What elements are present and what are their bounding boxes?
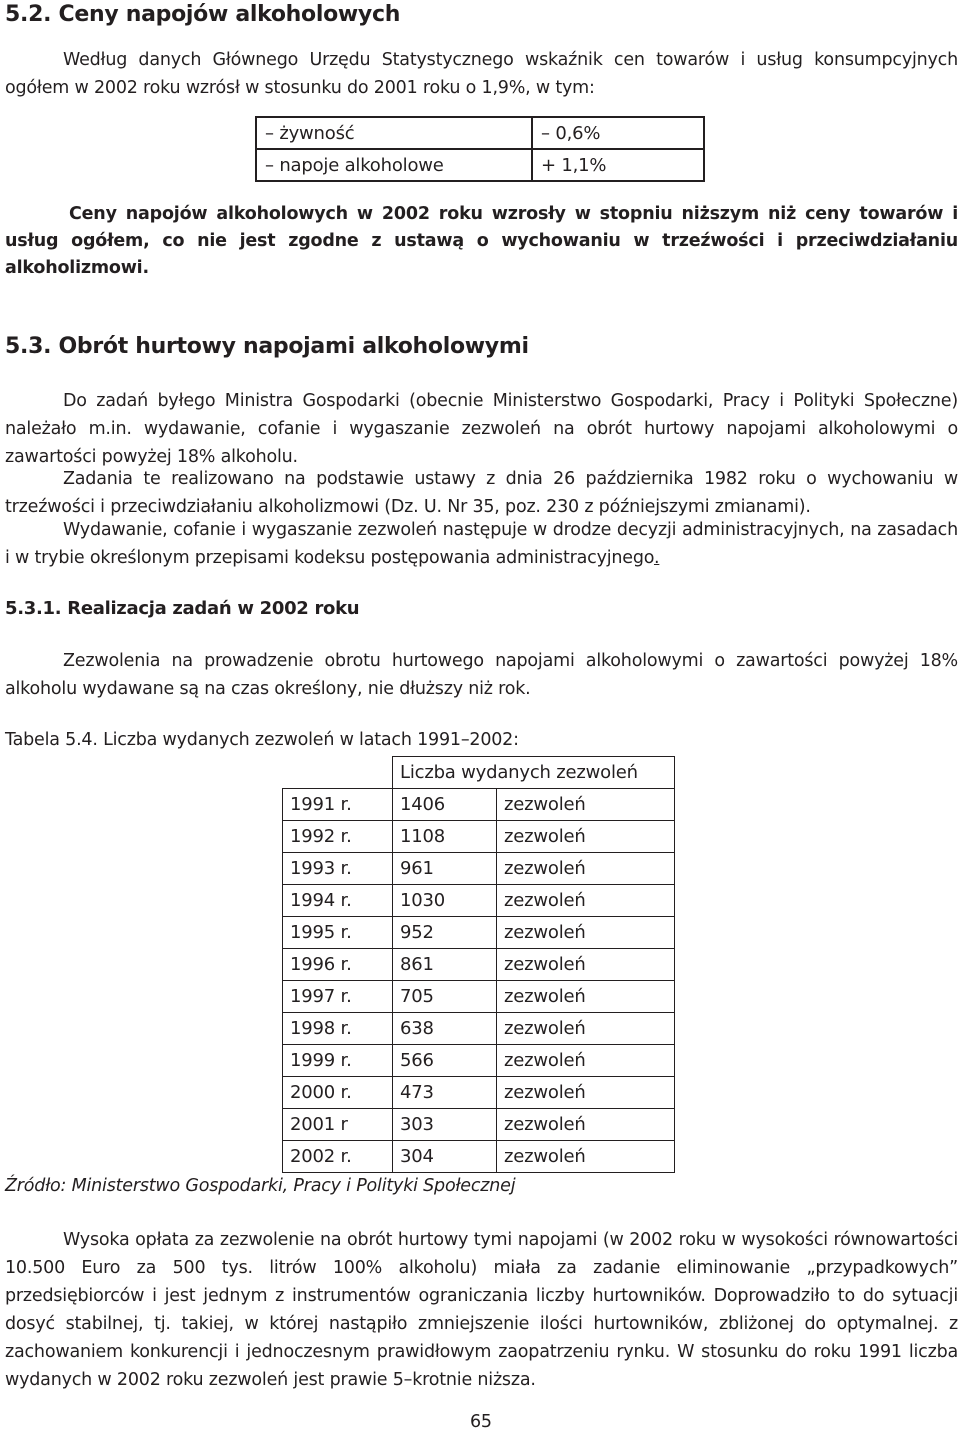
section-heading-5-3: 5.3. Obrót hurtowy napojami alkoholowymi — [5, 334, 529, 359]
year-cell: 1994 r. — [283, 885, 393, 917]
paragraph-text: Wydawanie, cofanie i wygaszanie zezwoleń następuje w drodze decyzji administracyjnych, na zasadach i w trybie określonym przepisami kodeksu postępowania administracyjnego — [5, 520, 958, 568]
unit-cell: zezwoleń — [497, 821, 675, 853]
count-cell: 961 — [393, 853, 497, 885]
year-cell: 1992 r. — [283, 821, 393, 853]
rate-row — [256, 117, 704, 149]
table-source: Źródło: Ministerstwo Gospodarki, Pracy i Polityki Społecznej — [5, 1176, 516, 1196]
count-cell: 566 — [393, 1045, 497, 1077]
table-row — [283, 789, 675, 821]
price-index-table — [255, 116, 705, 182]
count-cell: 861 — [393, 949, 497, 981]
table-row — [283, 917, 675, 949]
permits-table — [282, 756, 675, 1173]
section-heading-5-2: 5.2. Ceny napojów alkoholowych — [5, 2, 401, 27]
year-cell: 2001 r — [283, 1109, 393, 1141]
table-row — [283, 1109, 675, 1141]
year-cell: 1997 r. — [283, 981, 393, 1013]
year-cell: 1996 r. — [283, 949, 393, 981]
unit-cell: zezwoleń — [497, 1141, 675, 1173]
unit-cell: zezwoleń — [497, 853, 675, 885]
paragraph-text: Do zadań byłego Ministra Gospodarki (obecnie Ministerstwo Gospodarki, Pracy i Polityki Społeczne) należało m.in. wydawanie, cofanie i wygaszanie zezwoleń na obrót hurtowy napojami alkoholowymi o zawartości powyżej 18% alkoholu. — [5, 391, 958, 467]
paragraph-text: Wysoka opłata za zezwolenie na obrót hurtowy tymi napojami (w 2002 roku w wysokości równowartości 10.500 Euro za 500 tys. litrów 100% alkoholu) miała za zadanie eliminowanie „przypadkowych” przedsiębiorców i jest jednym z instrumentów ograniczania liczby hurtowników. Doprowadziło to do sytuacji dosyć stabilnej, tj. takiej, w której nastąpiło zmniejszenie ilości hurtowników, zbliżonej do optymalnej. z zachowaniem konkurencji i jednoczesnym prawidłowym zaopatrzeniu rynku. W stosunku do roku 1991 liczba wydanych w 2002 roku zezwoleń jest prawie 5–krotnie niższa. — [5, 1230, 958, 1390]
table-row — [283, 1045, 675, 1077]
paragraph-ministry-tasks — [5, 387, 958, 471]
table-row — [283, 1013, 675, 1045]
count-cell: 473 — [393, 1077, 497, 1109]
count-cell: 1108 — [393, 821, 497, 853]
unit-cell: zezwoleń — [497, 1109, 675, 1141]
conclusion-paragraph — [5, 201, 958, 282]
year-cell: 1998 r. — [283, 1013, 393, 1045]
rate-label: – żywność — [256, 117, 532, 149]
paragraph-text: Zadania te realizowano na podstawie ustawy z dnia 26 października 1982 roku o wychowaniu w trzeźwości i przeciwdziałaniu alkoholizmowi (Dz. U. Nr 35, poz. 230 z późniejszymi zmianami). — [5, 469, 958, 517]
paragraph-end-mark: . — [653, 548, 660, 568]
year-cell: 1995 r. — [283, 917, 393, 949]
year-cell: 2002 r. — [283, 1141, 393, 1173]
intro-text: Według danych Głównego Urzędu Statystycznego wskaźnik cen towarów i usług konsumpcyjnych ogółem w 2002 roku wzrósł w stosunku do 2001 roku o 1,9%, w tym: — [5, 50, 958, 98]
count-cell: 303 — [393, 1109, 497, 1141]
rate-row — [256, 149, 704, 181]
year-cell: 2000 r. — [283, 1077, 393, 1109]
paragraph-text: Zezwolenia na prowadzenie obrotu hurtowego napojami alkoholowymi o zawartości powyżej 18% alkoholu wydawane są na czas określony, nie dłuższy niż rok. — [5, 651, 958, 699]
count-cell: 638 — [393, 1013, 497, 1045]
intro-paragraph — [5, 46, 958, 102]
unit-cell: zezwoleń — [497, 949, 675, 981]
year-cell: 1991 r. — [283, 789, 393, 821]
conclusion-text: Ceny napojów alkoholowych w 2002 roku wzrosły w stopniu niższym niż ceny towarów i usług ogółem, co nie jest zgodne z ustawą o wychowaniu w trzeźwości i przeciwdziałaniu alkoholizmowi. — [5, 204, 958, 278]
table-corner-cell — [283, 757, 393, 789]
unit-cell: zezwoleń — [497, 1045, 675, 1077]
table-row — [283, 1077, 675, 1109]
rate-value: + 1,1% — [532, 149, 704, 181]
table-caption: Tabela 5.4. Liczba wydanych zezwoleń w latach 1991–2002: — [5, 730, 519, 750]
year-cell: 1999 r. — [283, 1045, 393, 1077]
unit-cell: zezwoleń — [497, 1077, 675, 1109]
table-row — [283, 853, 675, 885]
table-header-row — [283, 757, 675, 789]
paragraph-permits — [5, 647, 958, 703]
table-row — [283, 821, 675, 853]
unit-cell: zezwoleń — [497, 885, 675, 917]
table-row — [283, 949, 675, 981]
unit-cell: zezwoleń — [497, 917, 675, 949]
paragraph-legal-basis — [5, 465, 958, 521]
count-cell: 952 — [393, 917, 497, 949]
table-row — [283, 981, 675, 1013]
table-row — [283, 885, 675, 917]
section-heading-5-3-1: 5.3.1. Realizacja zadań w 2002 roku — [5, 598, 360, 619]
column-header: Liczba wydanych zezwoleń — [393, 757, 675, 789]
unit-cell: zezwoleń — [497, 789, 675, 821]
rate-label: – napoje alkoholowe — [256, 149, 532, 181]
year-cell: 1993 r. — [283, 853, 393, 885]
paragraph-procedure — [5, 516, 958, 572]
rate-value: – 0,6% — [532, 117, 704, 149]
table-row — [283, 1141, 675, 1173]
count-cell: 1406 — [393, 789, 497, 821]
unit-cell: zezwoleń — [497, 981, 675, 1013]
count-cell: 1030 — [393, 885, 497, 917]
page-number: 65 — [470, 1412, 492, 1432]
count-cell: 705 — [393, 981, 497, 1013]
unit-cell: zezwoleń — [497, 1013, 675, 1045]
count-cell: 304 — [393, 1141, 497, 1173]
paragraph-fee — [5, 1226, 958, 1394]
